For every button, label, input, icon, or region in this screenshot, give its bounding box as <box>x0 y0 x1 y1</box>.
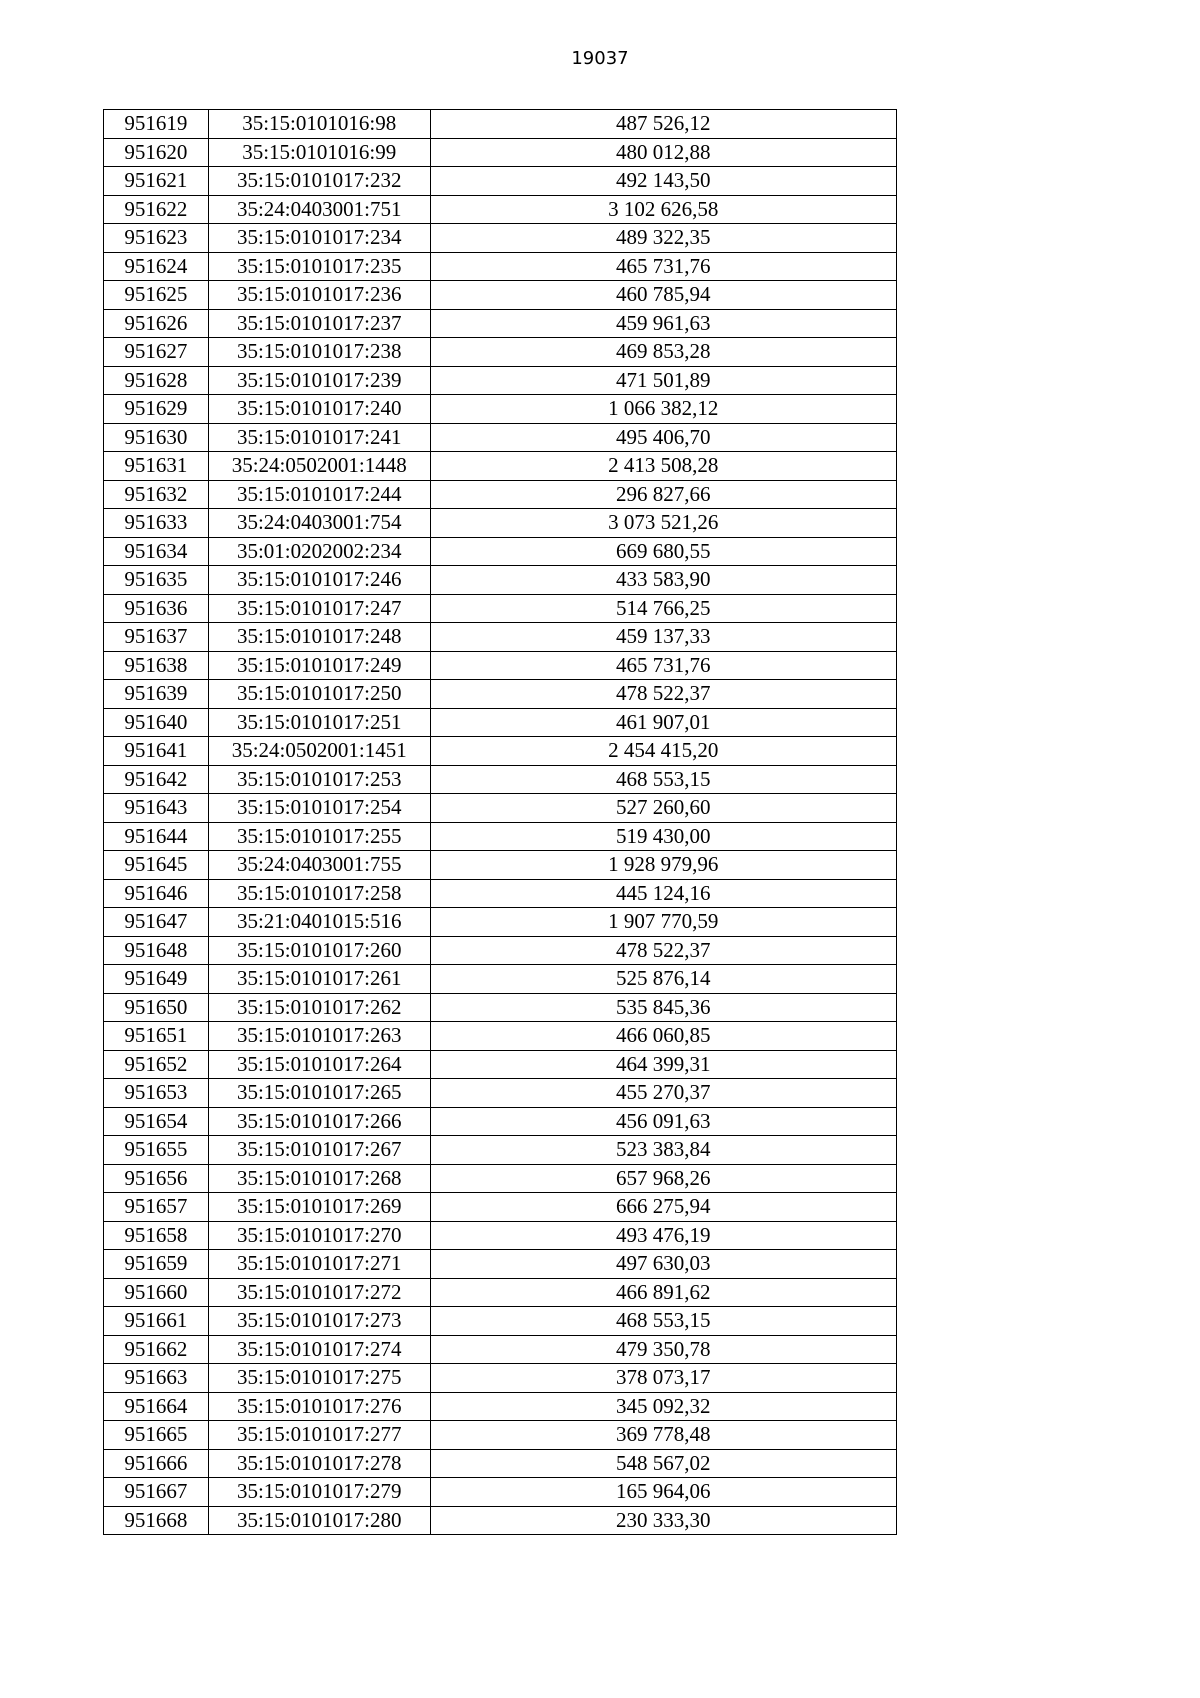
cadastral-number-cell: 35:15:0101017:266 <box>208 1107 430 1136</box>
table-row <box>104 252 897 281</box>
cadastral-value-cell: 548 567,02 <box>430 1449 896 1478</box>
cadastral-value-cell: 445 124,16 <box>430 879 896 908</box>
row-number-cell: 951620 <box>104 138 209 167</box>
row-number-cell: 951641 <box>104 737 209 766</box>
row-number-cell: 951643 <box>104 794 209 823</box>
cadastral-number-cell: 35:15:0101017:271 <box>208 1250 430 1279</box>
row-number-cell: 951649 <box>104 965 209 994</box>
cadastral-value-cell: 669 680,55 <box>430 537 896 566</box>
cadastral-value-cell: 666 275,94 <box>430 1193 896 1222</box>
cadastral-number-cell: 35:15:0101017:280 <box>208 1506 430 1535</box>
cadastral-number-cell: 35:15:0101017:253 <box>208 765 430 794</box>
cadastral-number-cell: 35:15:0101017:240 <box>208 395 430 424</box>
cadastral-number-cell: 35:15:0101017:269 <box>208 1193 430 1222</box>
cadastral-number-cell: 35:01:0202002:234 <box>208 537 430 566</box>
table-row <box>104 851 897 880</box>
cadastral-number-cell: 35:15:0101017:250 <box>208 680 430 709</box>
cadastral-value-cell: 525 876,14 <box>430 965 896 994</box>
cadastral-value-cell: 2 413 508,28 <box>430 452 896 481</box>
row-number-cell: 951665 <box>104 1421 209 1450</box>
table-row <box>104 1250 897 1279</box>
table-row <box>104 879 897 908</box>
table-row <box>104 395 897 424</box>
table-row <box>104 566 897 595</box>
row-number-cell: 951639 <box>104 680 209 709</box>
row-number-cell: 951657 <box>104 1193 209 1222</box>
cadastral-value-cell: 455 270,37 <box>430 1079 896 1108</box>
cadastral-value-cell: 466 060,85 <box>430 1022 896 1051</box>
table-row <box>104 366 897 395</box>
cadastral-number-cell: 35:15:0101017:267 <box>208 1136 430 1165</box>
cadastral-number-cell: 35:24:0403001:755 <box>208 851 430 880</box>
cadastral-number-cell: 35:15:0101017:251 <box>208 708 430 737</box>
table-row <box>104 1478 897 1507</box>
table-row <box>104 1079 897 1108</box>
table-row <box>104 195 897 224</box>
cadastral-value-cell: 514 766,25 <box>430 594 896 623</box>
row-number-cell: 951653 <box>104 1079 209 1108</box>
cadastral-number-cell: 35:15:0101017:237 <box>208 309 430 338</box>
table-row <box>104 224 897 253</box>
row-number-cell: 951658 <box>104 1221 209 1250</box>
cadastral-number-cell: 35:15:0101017:263 <box>208 1022 430 1051</box>
table-body <box>104 110 897 1535</box>
cadastral-number-cell: 35:15:0101017:238 <box>208 338 430 367</box>
row-number-cell: 951621 <box>104 167 209 196</box>
cadastral-value-cell: 487 526,12 <box>430 110 896 139</box>
row-number-cell: 951659 <box>104 1250 209 1279</box>
table-row <box>104 537 897 566</box>
table-row <box>104 993 897 1022</box>
row-number-cell: 951626 <box>104 309 209 338</box>
cadastral-number-cell: 35:24:0502001:1451 <box>208 737 430 766</box>
row-number-cell: 951640 <box>104 708 209 737</box>
row-number-cell: 951663 <box>104 1364 209 1393</box>
table-row <box>104 765 897 794</box>
row-number-cell: 951634 <box>104 537 209 566</box>
cadastral-value-cell: 535 845,36 <box>430 993 896 1022</box>
cadastral-value-cell: 296 827,66 <box>430 480 896 509</box>
table-row <box>104 651 897 680</box>
row-number-cell: 951662 <box>104 1335 209 1364</box>
row-number-cell: 951628 <box>104 366 209 395</box>
table-row <box>104 1022 897 1051</box>
table-row <box>104 1136 897 1165</box>
row-number-cell: 951668 <box>104 1506 209 1535</box>
cadastral-value-cell: 456 091,63 <box>430 1107 896 1136</box>
row-number-cell: 951627 <box>104 338 209 367</box>
table-row <box>104 1307 897 1336</box>
cadastral-number-cell: 35:15:0101017:277 <box>208 1421 430 1450</box>
cadastral-value-cell: 479 350,78 <box>430 1335 896 1364</box>
row-number-cell: 951623 <box>104 224 209 253</box>
cadastral-number-cell: 35:15:0101017:235 <box>208 252 430 281</box>
cadastral-number-cell: 35:24:0403001:751 <box>208 195 430 224</box>
row-number-cell: 951651 <box>104 1022 209 1051</box>
cadastral-value-cell: 478 522,37 <box>430 936 896 965</box>
cadastral-value-cell: 2 454 415,20 <box>430 737 896 766</box>
cadastral-number-cell: 35:15:0101017:265 <box>208 1079 430 1108</box>
table-row <box>104 822 897 851</box>
table-row <box>104 737 897 766</box>
cadastral-value-cell: 489 322,35 <box>430 224 896 253</box>
table-row <box>104 1221 897 1250</box>
table-row <box>104 708 897 737</box>
table-row <box>104 110 897 139</box>
table-row <box>104 1506 897 1535</box>
cadastral-number-cell: 35:15:0101017:232 <box>208 167 430 196</box>
table-row <box>104 1107 897 1136</box>
table-row <box>104 1449 897 1478</box>
row-number-cell: 951633 <box>104 509 209 538</box>
cadastral-value-cell: 459 137,33 <box>430 623 896 652</box>
cadastral-number-cell: 35:15:0101017:275 <box>208 1364 430 1393</box>
table-row <box>104 1164 897 1193</box>
cadastral-number-cell: 35:15:0101017:258 <box>208 879 430 908</box>
cadastral-number-cell: 35:15:0101017:270 <box>208 1221 430 1250</box>
cadastral-value-cell: 345 092,32 <box>430 1392 896 1421</box>
row-number-cell: 951632 <box>104 480 209 509</box>
row-number-cell: 951656 <box>104 1164 209 1193</box>
cadastral-value-cell: 523 383,84 <box>430 1136 896 1165</box>
table-row <box>104 965 897 994</box>
cadastral-value-cell: 433 583,90 <box>430 566 896 595</box>
table-row <box>104 480 897 509</box>
cadastral-number-cell: 35:15:0101017:279 <box>208 1478 430 1507</box>
cadastral-value-cell: 493 476,19 <box>430 1221 896 1250</box>
cadastral-number-cell: 35:15:0101017:248 <box>208 623 430 652</box>
cadastral-value-cell: 464 399,31 <box>430 1050 896 1079</box>
cadastral-value-cell: 527 260,60 <box>430 794 896 823</box>
row-number-cell: 951647 <box>104 908 209 937</box>
row-number-cell: 951661 <box>104 1307 209 1336</box>
row-number-cell: 951622 <box>104 195 209 224</box>
cadastral-value-cell: 165 964,06 <box>430 1478 896 1507</box>
cadastral-number-cell: 35:15:0101017:278 <box>208 1449 430 1478</box>
cadastral-number-cell: 35:15:0101017:272 <box>208 1278 430 1307</box>
cadastral-value-cell: 657 968,26 <box>430 1164 896 1193</box>
cadastral-value-cell: 495 406,70 <box>430 423 896 452</box>
cadastral-number-cell: 35:15:0101016:98 <box>208 110 430 139</box>
cadastral-number-cell: 35:15:0101017:239 <box>208 366 430 395</box>
cadastral-value-cell: 465 731,76 <box>430 252 896 281</box>
table-row <box>104 1364 897 1393</box>
row-number-cell: 951664 <box>104 1392 209 1421</box>
row-number-cell: 951660 <box>104 1278 209 1307</box>
row-number-cell: 951642 <box>104 765 209 794</box>
table-row <box>104 623 897 652</box>
row-number-cell: 951625 <box>104 281 209 310</box>
cadastral-number-cell: 35:15:0101017:273 <box>208 1307 430 1336</box>
row-number-cell: 951645 <box>104 851 209 880</box>
row-number-cell: 951648 <box>104 936 209 965</box>
row-number-cell: 951637 <box>104 623 209 652</box>
row-number-cell: 951629 <box>104 395 209 424</box>
cadastral-value-cell: 461 907,01 <box>430 708 896 737</box>
row-number-cell: 951652 <box>104 1050 209 1079</box>
cadastral-number-cell: 35:15:0101017:255 <box>208 822 430 851</box>
cadastral-value-table <box>103 109 897 1535</box>
cadastral-value-cell: 1 066 382,12 <box>430 395 896 424</box>
row-number-cell: 951667 <box>104 1478 209 1507</box>
cadastral-value-cell: 497 630,03 <box>430 1250 896 1279</box>
table-row <box>104 936 897 965</box>
cadastral-value-cell: 468 553,15 <box>430 1307 896 1336</box>
cadastral-number-cell: 35:15:0101017:261 <box>208 965 430 994</box>
row-number-cell: 951624 <box>104 252 209 281</box>
table-row <box>104 908 897 937</box>
row-number-cell: 951619 <box>104 110 209 139</box>
table-row <box>104 167 897 196</box>
cadastral-value-cell: 471 501,89 <box>430 366 896 395</box>
cadastral-value-cell: 469 853,28 <box>430 338 896 367</box>
cadastral-number-cell: 35:15:0101017:264 <box>208 1050 430 1079</box>
row-number-cell: 951655 <box>104 1136 209 1165</box>
cadastral-number-cell: 35:24:0502001:1448 <box>208 452 430 481</box>
cadastral-value-cell: 478 522,37 <box>430 680 896 709</box>
cadastral-value-cell: 3 102 626,58 <box>430 195 896 224</box>
row-number-cell: 951638 <box>104 651 209 680</box>
table-row <box>104 594 897 623</box>
table-row <box>104 1050 897 1079</box>
table-row <box>104 794 897 823</box>
table-row <box>104 509 897 538</box>
cadastral-number-cell: 35:15:0101017:274 <box>208 1335 430 1364</box>
table-row <box>104 1193 897 1222</box>
cadastral-number-cell: 35:15:0101017:262 <box>208 993 430 1022</box>
cadastral-number-cell: 35:15:0101017:260 <box>208 936 430 965</box>
cadastral-number-cell: 35:21:0401015:516 <box>208 908 430 937</box>
cadastral-value-cell: 459 961,63 <box>430 309 896 338</box>
cadastral-value-cell: 460 785,94 <box>430 281 896 310</box>
table-row <box>104 138 897 167</box>
table-row <box>104 1421 897 1450</box>
cadastral-value-cell: 378 073,17 <box>430 1364 896 1393</box>
table-row <box>104 452 897 481</box>
table-row <box>104 423 897 452</box>
cadastral-value-cell: 1 907 770,59 <box>430 908 896 937</box>
cadastral-number-cell: 35:15:0101017:268 <box>208 1164 430 1193</box>
cadastral-value-cell: 466 891,62 <box>430 1278 896 1307</box>
cadastral-number-cell: 35:15:0101017:241 <box>208 423 430 452</box>
cadastral-number-cell: 35:15:0101016:99 <box>208 138 430 167</box>
cadastral-number-cell: 35:15:0101017:236 <box>208 281 430 310</box>
row-number-cell: 951636 <box>104 594 209 623</box>
row-number-cell: 951644 <box>104 822 209 851</box>
cadastral-value-cell: 480 012,88 <box>430 138 896 167</box>
cadastral-number-cell: 35:15:0101017:249 <box>208 651 430 680</box>
row-number-cell: 951666 <box>104 1449 209 1478</box>
cadastral-number-cell: 35:24:0403001:754 <box>208 509 430 538</box>
cadastral-number-cell: 35:15:0101017:247 <box>208 594 430 623</box>
cadastral-value-cell: 369 778,48 <box>430 1421 896 1450</box>
cadastral-number-cell: 35:15:0101017:244 <box>208 480 430 509</box>
table-row <box>104 281 897 310</box>
row-number-cell: 951630 <box>104 423 209 452</box>
cadastral-value-cell: 468 553,15 <box>430 765 896 794</box>
table-row <box>104 338 897 367</box>
cadastral-value-cell: 3 073 521,26 <box>430 509 896 538</box>
cadastral-value-cell: 1 928 979,96 <box>430 851 896 880</box>
cadastral-value-cell: 519 430,00 <box>430 822 896 851</box>
cadastral-number-cell: 35:15:0101017:234 <box>208 224 430 253</box>
cadastral-value-cell: 492 143,50 <box>430 167 896 196</box>
table-row <box>104 309 897 338</box>
page-number: 19037 <box>571 48 629 69</box>
row-number-cell: 951631 <box>104 452 209 481</box>
cadastral-value-cell: 230 333,30 <box>430 1506 896 1535</box>
cadastral-number-cell: 35:15:0101017:276 <box>208 1392 430 1421</box>
row-number-cell: 951635 <box>104 566 209 595</box>
row-number-cell: 951650 <box>104 993 209 1022</box>
cadastral-number-cell: 35:15:0101017:254 <box>208 794 430 823</box>
row-number-cell: 951654 <box>104 1107 209 1136</box>
table-row <box>104 1335 897 1364</box>
cadastral-number-cell: 35:15:0101017:246 <box>208 566 430 595</box>
table-row <box>104 1392 897 1421</box>
table-row <box>104 1278 897 1307</box>
cadastral-value-cell: 465 731,76 <box>430 651 896 680</box>
table-row <box>104 680 897 709</box>
row-number-cell: 951646 <box>104 879 209 908</box>
